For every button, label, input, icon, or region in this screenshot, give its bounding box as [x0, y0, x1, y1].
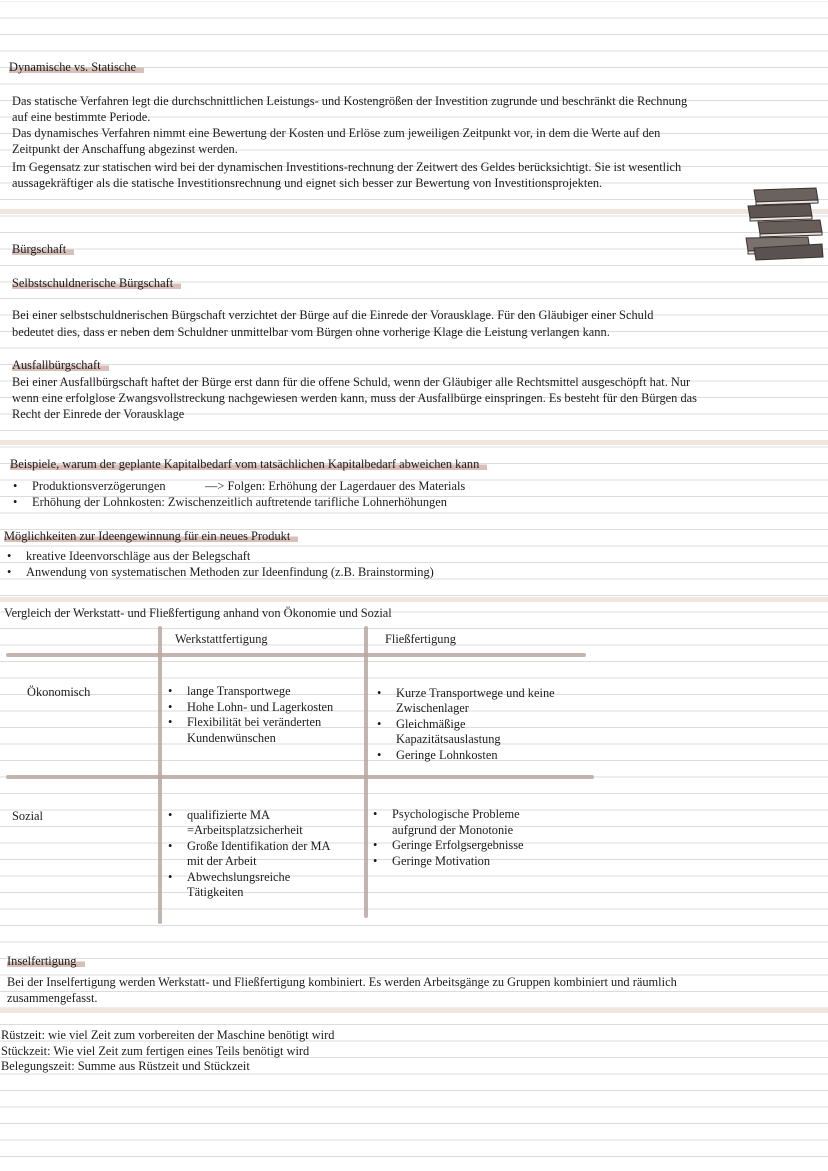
section-heading-kapitalbedarf: Beispiele, warum der geplante Kapitalbedarf vom tatsächlichen Kapitalbedarf abweichen kann: [10, 456, 487, 472]
text-line: Bei einer Ausfallbürgschaft haftet der Bürge erst dann für die offene Schuld, wenn der Gläubiger alle Rechtsmittel ausgeschöpft hat. Nur: [12, 375, 691, 389]
list-item: • kreative Ideenvorschläge aus der Belegschaft: [26, 549, 250, 565]
definition-belegungszeit: Belegungszeit: Summe aus Rüstzeit und Stückzeit: [1, 1059, 250, 1073]
table-cell-item: • Geringe Motivation: [392, 854, 490, 870]
list-item: • Erhöhung der Lohnkosten: Zwischenzeitlich auftretende tarifliche Lohnerhöhungen: [32, 495, 447, 511]
table-cell-item: • Abwechslungsreiche: [187, 870, 290, 886]
subheading-ausfallbuergschaft: Ausfallbürgschaft: [12, 357, 109, 373]
table-cell-item: • Kurze Transportwege und keine: [396, 686, 555, 702]
books-stack-icon: [744, 186, 824, 262]
text-line: Zeitpunkt der Anschaffung abgezinst werden.: [12, 142, 238, 156]
table-divider: [6, 653, 586, 657]
table-cell-item: • Geringe Erfolgsergebnisse: [392, 838, 524, 854]
text-line: Im Gegensatz zur statischen wird bei der dynamischen Investitions-rechnung der Zeitwert des Geldes berücksichtigt. Sie ist wesentlich: [12, 160, 682, 174]
list-item: • Produktionsverzögerungen: [32, 479, 166, 495]
subheading-selbstschuldnerisch: Selbstschuldnerische Bürgschaft: [12, 275, 181, 291]
table-cell-item: • Gleichmäßige: [396, 717, 466, 733]
section-divider: [0, 440, 828, 445]
table-cell-item: • qualifizierte MA: [187, 808, 270, 824]
table-divider: [6, 775, 594, 779]
text-line: Bei der Inselfertigung werden Werkstatt- und Fließfertigung kombiniert. Es werden Arbeitsgänge zu Gruppen kombiniert und räumlich: [7, 975, 677, 989]
section-heading-insel: Inselfertigung: [7, 953, 85, 969]
section-divider: [0, 209, 828, 214]
text-line: wenn eine erfolglose Zwangsvollstreckung nachgewiesen werden kann, muss der Ausfallbürge einspringen. Es besteht für den Bürgen das: [12, 391, 697, 405]
table-cell-item: • Geringe Lohnkosten: [396, 748, 498, 764]
table-divider: [158, 626, 162, 924]
section-heading-buergschaft: Bürgschaft: [12, 241, 74, 257]
row-label-sozial: Sozial: [12, 809, 43, 823]
section-heading-investition: Dynamische vs. Statische: [9, 59, 144, 75]
table-cell-item: Zwischenlager: [396, 701, 469, 715]
table-cell-item: Kapazitätsauslastung: [396, 732, 501, 746]
table-cell-item: aufgrund der Monotonie: [392, 823, 514, 837]
row-label-oekonomisch: Ökonomisch: [27, 685, 91, 699]
text-line: Das statische Verfahren legt die durchschnittlichen Leistungs- und Kostengrößen der Investition zugrunde und beschränkt die Rechnung: [12, 94, 688, 108]
definition-ruestzeit: Rüstzeit: wie viel Zeit zum vorbereiten der Maschine benötigt wird: [1, 1028, 335, 1042]
column-header-fliess: Fließfertigung: [385, 632, 456, 646]
table-cell-item: • Flexibilität bei veränderten: [187, 715, 321, 731]
text-line: Das dynamisches Verfahren nimmt eine Bewertung der Kosten und Erlöse zum jeweiligen Zeitpunkt vor, in dem die Werte auf den: [12, 126, 661, 140]
table-cell-item: Tätigkeiten: [187, 885, 244, 899]
text-line: Bei einer selbstschuldnerischen Bürgschaft verzichtet der Bürge auf die Einrede der Vorausklage. Für den Gläubiger einer Schuld: [12, 308, 654, 322]
text-line: bedeutet dies, dass er neben dem Schuldner unmittelbar vom Bürgen ohne vorherige Klage die Leistung verlangen kann.: [12, 325, 610, 339]
list-item: • Anwendung von systematischen Methoden zur Ideenfindung (z.B. Brainstorming): [26, 565, 434, 581]
column-header-werkstatt: Werkstattfertigung: [175, 632, 268, 646]
list-item-consequence: —> Folgen: Erhöhung der Lagerdauer des Materials: [205, 479, 466, 493]
table-cell-item: • Hohe Lohn- und Lagerkosten: [187, 700, 333, 716]
section-heading-ideen: Möglichkeiten zur Ideengewinnung für ein neues Produkt: [4, 528, 298, 544]
table-cell-item: • Psychologische Probleme: [392, 807, 520, 823]
table-cell-item: mit der Arbeit: [187, 854, 257, 868]
text-line: Recht der Einrede der Vorausklage: [12, 407, 185, 421]
table-cell-item: • Große Identifikation der MA: [187, 839, 331, 855]
table-cell-item: • lange Transportwege: [187, 684, 291, 700]
table-cell-item: Kundenwünschen: [187, 731, 276, 745]
table-cell-item: =Arbeitsplatzsicherheit: [187, 823, 303, 837]
definition-stueckzeit: Stückzeit: Wie viel Zeit zum fertigen eines Teils benötigt wird: [1, 1044, 310, 1058]
text-line: auf eine bestimmte Periode.: [12, 110, 151, 124]
text-line: zusammengefasst.: [7, 991, 98, 1005]
text-line: aussagekräftiger als die statische Investitionsrechnung und eignet sich besser zur Bewertung von Investitionsprojekten.: [12, 176, 603, 190]
section-divider: [0, 597, 828, 602]
section-heading-vergleich: Vergleich der Werkstatt- und Fließfertigung anhand von Ökonomie und Sozial: [4, 606, 392, 620]
table-divider: [364, 626, 368, 918]
section-divider: [0, 1008, 828, 1013]
